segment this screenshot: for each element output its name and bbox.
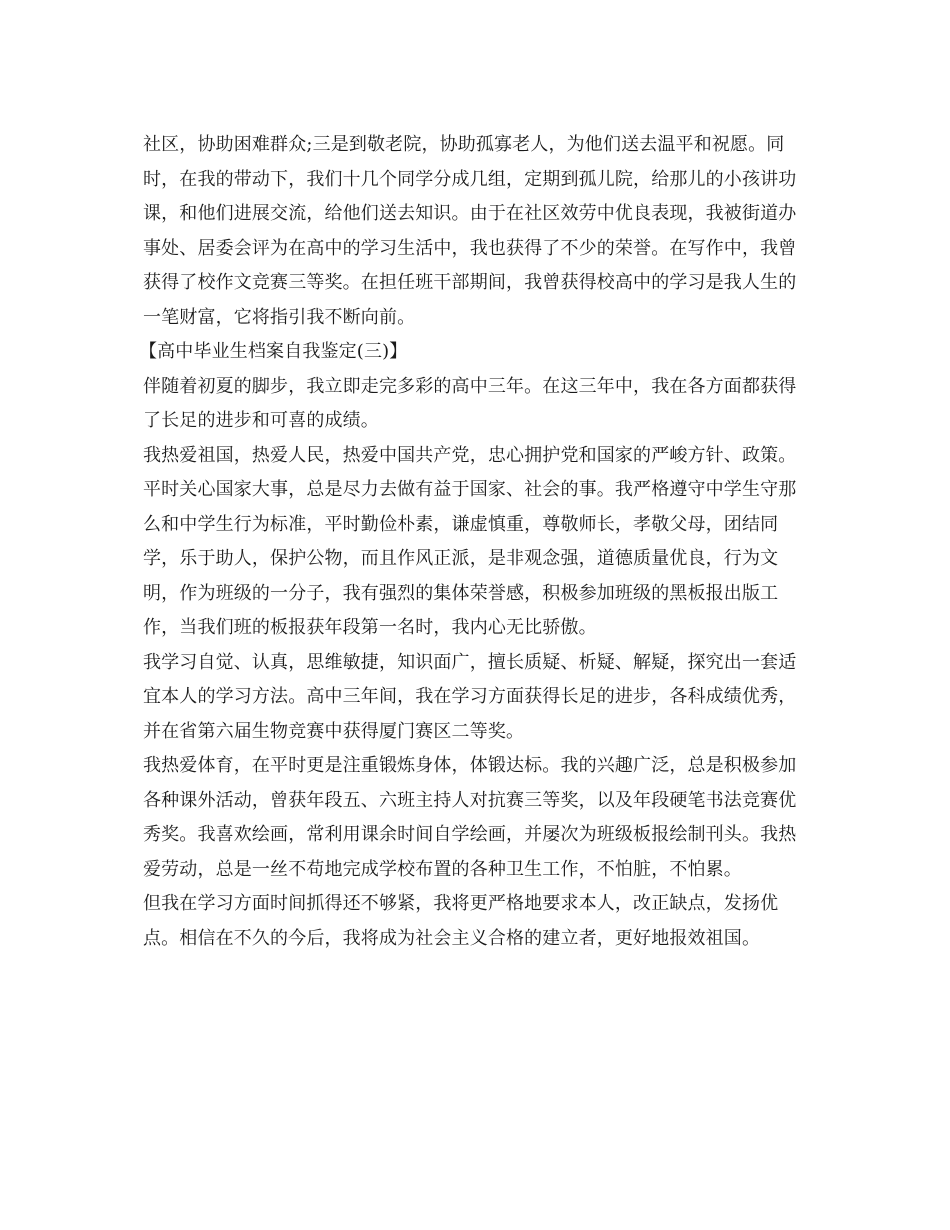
document-body — [139, 128, 813, 956]
paragraph-continued: 社区，协助困难群众;三是到敬老院，协助孤寡老人，为他们送去温平和祝愿。同时，在我的带动下，我们十几个同学分成几组，定期到孤儿院，给那儿的小孩讲功课，和他们进展交流，给他们送去知识。由于在社区效劳中优良表现，我被街道办事处、居委会评为在高中的学习生活中，我也获得了不少的荣誉。在写作中，我曾获得了校作文竞赛三等奖。在担任班干部期间，我曾获得校高中的学习是我人生的一笔财富，它将指引我不断向前。 — [143, 134, 797, 328]
paragraph-2: 我热爱祖国，热爱人民，热爱中国共产党，忠心拥护党和国家的严峻方针、政策。平时关心国家大事，总是尽力去做有益于国家、社会的事。我严格遵守中学生守那么和中学生行为标准，平时勤俭朴素，谦虚慎重，尊敬师长，孝敬父母，团结同学，乐于助人，保护公物，而且作风正派，是非观念强，道德质量优良，行为文明，作为班级的一分子，我有强烈的集体荣誉感，积极参加班级的黑板报出版工作，当我们班的板报获年段第一名时，我内心无比骄傲。 — [143, 444, 797, 638]
paragraph-4: 我热爱体育，在平时更是注重锻炼身体，体锻达标。我的兴趣广泛，总是积极参加各种课外活动，曾获年段五、六班主持人对抗赛三等奖，以及年段硬笔书法竞赛优秀奖。我喜欢绘画，常利用课余时间自学绘画，并屡次为班级板报绘制刊头。我热爱劳动，总是一丝不苟地完成学校布置的各种卫生工作，不怕脏，不怕累。 — [143, 755, 797, 880]
paragraph-1: 伴随着初夏的脚步，我立即走完多彩的高中三年。在这三年中，我在各方面都获得了长足的进步和可喜的成绩。 — [143, 375, 797, 431]
paragraph-5: 但我在学习方面时间抓得还不够紧，我将更严格地要求本人，改正缺点，发扬优点。相信在不久的今后，我将成为社会主义合格的建立者，更好地报效祖国。 — [143, 893, 779, 949]
paragraph-3: 我学习自觉、认真，思维敏捷，知识面广，擅长质疑、析疑、解疑，探究出一套适宜本人的学习方法。高中三年间，我在学习方面获得长足的进步，各科成绩优秀，并在省第六届生物竞赛中获得厦门赛区二等奖。 — [143, 651, 797, 742]
section-heading: 【高中毕业生档案自我鉴定(三)】 — [139, 341, 408, 362]
